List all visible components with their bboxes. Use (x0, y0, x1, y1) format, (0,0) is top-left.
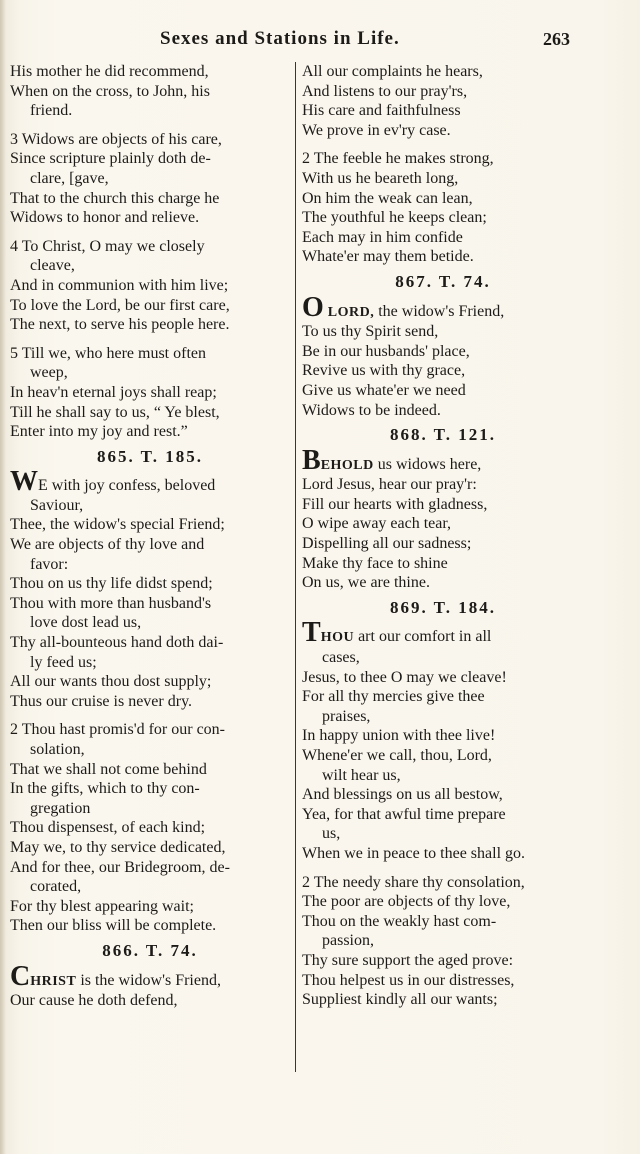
hymn-heading: 867. T. 74. (395, 271, 491, 291)
hymn-heading: 869. T. 184. (389, 597, 497, 617)
verse-line: And blessings on us all bestow, (302, 786, 503, 804)
running-head (0, 28, 640, 54)
verse-line: cases, (322, 649, 360, 667)
verse-line: friend. (30, 102, 73, 120)
verse-line: solation, (30, 741, 85, 758)
verse-line: All our complaints he hears, (302, 63, 483, 80)
verse-line: Lord Jesus, hear our pray'r: (302, 476, 477, 494)
verse-3 (10, 130, 290, 228)
verse-line: Each may in him confide (302, 228, 463, 246)
drop-cap: B (302, 444, 321, 476)
first-line (302, 444, 584, 476)
hymn-869-verse-2 (302, 873, 584, 1010)
verse-line: To love the Lord, be our first care, (10, 296, 230, 314)
verse-4 (10, 237, 290, 335)
verse-line: For thy blest appearing wait; (10, 897, 194, 915)
verse-line: And in communion with him live; (10, 276, 229, 294)
verse-line: 2 The needy share thy consolation, (302, 873, 525, 891)
verse-line: 3 Widows are objects of his care, (10, 130, 222, 148)
verse-line: That to the church this charge he (10, 189, 220, 207)
small-caps: EHOLD (320, 457, 374, 473)
verse-2 (302, 149, 584, 267)
hymn-867 (302, 291, 584, 421)
verse-line: Yea, for that awful time prepare (302, 805, 506, 823)
continued-verse (302, 62, 584, 140)
verse-line: Thou dispensest, of each kind; (10, 819, 206, 837)
verse-line: Make thy face to shine (302, 554, 448, 572)
verse-line: Thou on us thy life didst spend; (10, 575, 213, 593)
verse-line: We prove in ev'ry case. (302, 121, 451, 139)
verse-line: With us he beareth long, (302, 169, 459, 187)
verse-line: 2 Thou hast promis'd for our con- (10, 721, 225, 739)
hymn-868 (302, 444, 584, 593)
binding-shadow (0, 0, 6, 1154)
first-line-text: is the widow's Friend, (76, 971, 221, 989)
verse-line: The next, to serve his people here. (10, 316, 230, 334)
verse-line: gregation (30, 799, 91, 817)
verse-line: In heav'n eternal joys shall reap; (10, 383, 217, 401)
hymn-865 (10, 466, 290, 711)
column-divider (295, 62, 296, 1072)
hymn-heading: 865. T. 185. (96, 446, 204, 466)
page-number: 263 (543, 29, 570, 49)
drop-cap: O (302, 291, 324, 323)
verse-line: We are objects of thy love and (10, 536, 205, 554)
verse-line: clare, [gave, (30, 169, 109, 187)
running-title: Sexes and Stations in Life. (160, 28, 400, 49)
verse-line: For all thy mercies give thee (302, 688, 485, 706)
verse-line: To us thy Spirit send, (302, 323, 439, 341)
verse-line: In the gifts, which to thy con- (10, 780, 200, 798)
verse-line: Thou on the weakly hast com- (302, 912, 497, 930)
verse-line: Be in our husbands' place, (302, 342, 470, 360)
left-column (10, 62, 290, 1011)
verse-line: Thus our cruise is never dry. (10, 692, 193, 710)
first-line (10, 960, 290, 992)
continued-verse (10, 62, 290, 121)
verse-line: The poor are objects of thy love, (302, 893, 511, 911)
verse-line: us, (322, 825, 341, 843)
verse-line: Our cause he doth defend, (10, 992, 178, 1010)
verse-line: favor: (30, 555, 69, 573)
verse-line: And listens to our pray'rs, (302, 82, 468, 100)
verse-line: His mother he did recommend, (10, 63, 209, 80)
verse-line: Dispelling all our sadness; (302, 535, 472, 553)
verse-line: And for thee, our Bridegroom, de- (10, 858, 230, 876)
verse-line: Since scripture plainly doth de- (10, 150, 211, 168)
verse-line: Enter into my joy and rest.” (10, 423, 188, 441)
drop-cap: W (10, 466, 38, 498)
first-line-text: us widows here, (373, 455, 482, 473)
hymn-866 (10, 960, 290, 1011)
verse-line: In happy union with thee live! (302, 727, 496, 745)
first-line (10, 466, 290, 498)
verse-line: Widows to be indeed. (302, 401, 441, 419)
verse-line: Revive us with thy grace, (302, 362, 466, 380)
verse-5 (10, 344, 290, 442)
hymn-865-verse-2 (10, 720, 290, 936)
first-line-text: art our comfort in all (354, 628, 492, 646)
verse-line: cleave, (30, 257, 75, 275)
verse-line: When on the cross, to John, his (10, 82, 210, 100)
verse-line: O wipe away each tear, (302, 515, 452, 533)
hymn-869 (302, 617, 584, 863)
verse-line: 4 To Christ, O may we closely (10, 237, 205, 255)
small-caps: HOU (320, 630, 355, 646)
verse-line: May we, to thy service dedicated, (10, 838, 226, 856)
first-line (302, 617, 584, 649)
verse-line: His care and faithfulness (302, 102, 461, 120)
hymn-heading: 868. T. 121. (389, 425, 497, 445)
verse-line: Then our bliss will be complete. (10, 917, 217, 935)
verse-line: passion, (322, 932, 374, 950)
verse-line: Whate'er may them betide. (302, 248, 474, 266)
drop-cap: T (302, 617, 321, 649)
verse-line: That we shall not come behind (10, 760, 207, 778)
verse-line: On him the weak can lean, (302, 189, 473, 207)
verse-line: praises, (322, 707, 371, 725)
verse-line: 5 Till we, who here must often (10, 344, 206, 362)
verse-line: Thou with more than husband's (10, 594, 212, 612)
first-line-text: the widow's Friend, (374, 302, 505, 320)
small-caps: HRIST (30, 973, 77, 989)
verse-line: Whene'er we call, thou, Lord, (302, 747, 492, 764)
first-line-text: E with joy confess, beloved (38, 477, 216, 495)
verse-line: On us, we are thine. (302, 574, 430, 592)
verse-line: Widows to honor and relieve. (10, 209, 200, 227)
verse-line: love dost lead us, (30, 614, 142, 632)
verse-line: weep, (30, 364, 68, 382)
verse-line: Till he shall say to us, “ Ye blest, (10, 403, 220, 421)
verse-line: The youthful he keeps clean; (302, 209, 487, 227)
verse-line: Saviour, (30, 496, 84, 514)
verse-line: Thou helpest us in our distresses, (302, 971, 515, 989)
verse-line: Thee, the widow's special Friend; (10, 516, 225, 534)
verse-line: Thy sure support the aged prove: (302, 951, 514, 969)
verse-line: Thy all-bounteous hand doth dai- (10, 634, 224, 652)
drop-cap: C (10, 960, 31, 992)
verse-line: Fill our hearts with gladness, (302, 495, 488, 513)
verse-line: ly feed us; (30, 653, 97, 671)
verse-line: 2 The feeble he makes strong, (302, 150, 494, 168)
small-caps: LORD, (323, 304, 375, 320)
verse-line: Jesus, to thee O may we cleave! (302, 668, 507, 686)
verse-line: All our wants thou dost supply; (10, 673, 212, 691)
first-line (302, 291, 584, 323)
verse-line: wilt hear us, (322, 766, 401, 784)
verse-line: Suppliest kindly all our wants; (302, 991, 498, 1009)
verse-line: Give us whate'er we need (302, 381, 466, 399)
hymn-heading: 866. T. 74. (102, 940, 198, 960)
verse-line: corated, (30, 878, 82, 896)
right-column (302, 62, 584, 1010)
verse-line: When we in peace to thee shall go. (302, 844, 526, 862)
